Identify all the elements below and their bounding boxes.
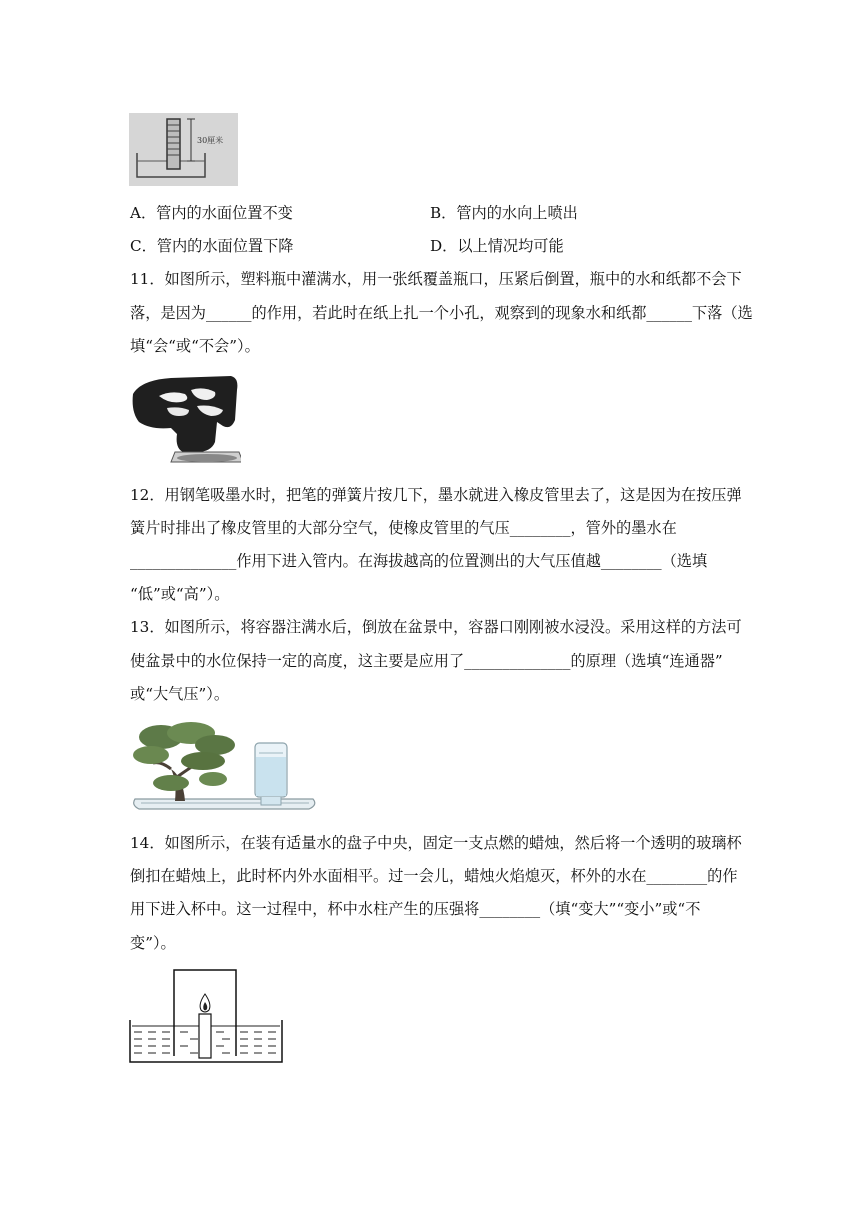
q12-line-1: 12．用钢笔吸墨水时，把笔的弹簧片按几下，墨水就进入橡皮管里去了，这是因为在按压弹: [130, 486, 742, 504]
figure-candle-glass: [128, 968, 284, 1064]
q14-line-3: 用下进入杯中。这一过程中，杯中水柱产生的压强将________（填“变大”“变小”或“不: [130, 900, 701, 918]
q14-line-4: 变”）。: [130, 934, 176, 952]
figure-tube-30cm: [129, 113, 238, 186]
q13-line-3: 或“大气压”）。: [130, 685, 230, 703]
q14-line-2: 倒扣在蜡烛上，此时杯内外水面相平。过一会儿，蜡烛火焰熄灭，杯外的水在________的作: [130, 867, 738, 885]
q12-line-3: ______________作用下进入管内。在海拔越高的位置测出的大气压值越________（选填: [130, 552, 708, 570]
q13-line-1: 13．如图所示，将容器注满水后，倒放在盆景中，容器口刚刚被水浸没。采用这样的方法可: [130, 618, 742, 636]
q11-line-3: 填“会“或“不会”）。: [130, 337, 260, 355]
option-d[interactable]: D．以上情况均可能: [430, 237, 564, 255]
figure-inverted-bottle: [131, 372, 241, 466]
tube-diagram: [129, 113, 238, 186]
q12-line-2: 簧片时排出了橡皮管里的大部分空气，使橡皮管里的气压________，管外的墨水在: [130, 519, 677, 537]
bonsai-diagram: [131, 721, 318, 821]
option-b[interactable]: B．管内的水向上喷出: [430, 204, 578, 222]
q11-line-2: 落，是因为______的作用，若此时在纸上扎一个小孔，观察到的现象水和纸都______下落（选: [130, 304, 753, 322]
q14-line-1: 14．如图所示，在装有适量水的盘子中央，固定一支点燃的蜡烛，然后将一个透明的玻璃杯: [130, 834, 742, 852]
fig-q10-label: 30厘米: [197, 136, 224, 145]
option-c[interactable]: C．管内的水面位置下降: [130, 237, 294, 255]
candle-diagram: [128, 968, 284, 1064]
figure-bonsai-bottle: [131, 721, 318, 821]
bottle-photo: [131, 372, 241, 466]
q13-line-2: 使盆景中的水位保持一定的高度，这主要是应用了______________的原理（选填“连通器”: [130, 652, 723, 670]
q12-line-4: “低”或“高”）。: [130, 585, 230, 603]
option-a[interactable]: A．管内的水面位置不变: [130, 204, 293, 222]
q11-line-1: 11．如图所示，塑料瓶中灌满水，用一张纸覆盖瓶口，压紧后倒置，瓶中的水和纸都不会下: [130, 270, 742, 288]
